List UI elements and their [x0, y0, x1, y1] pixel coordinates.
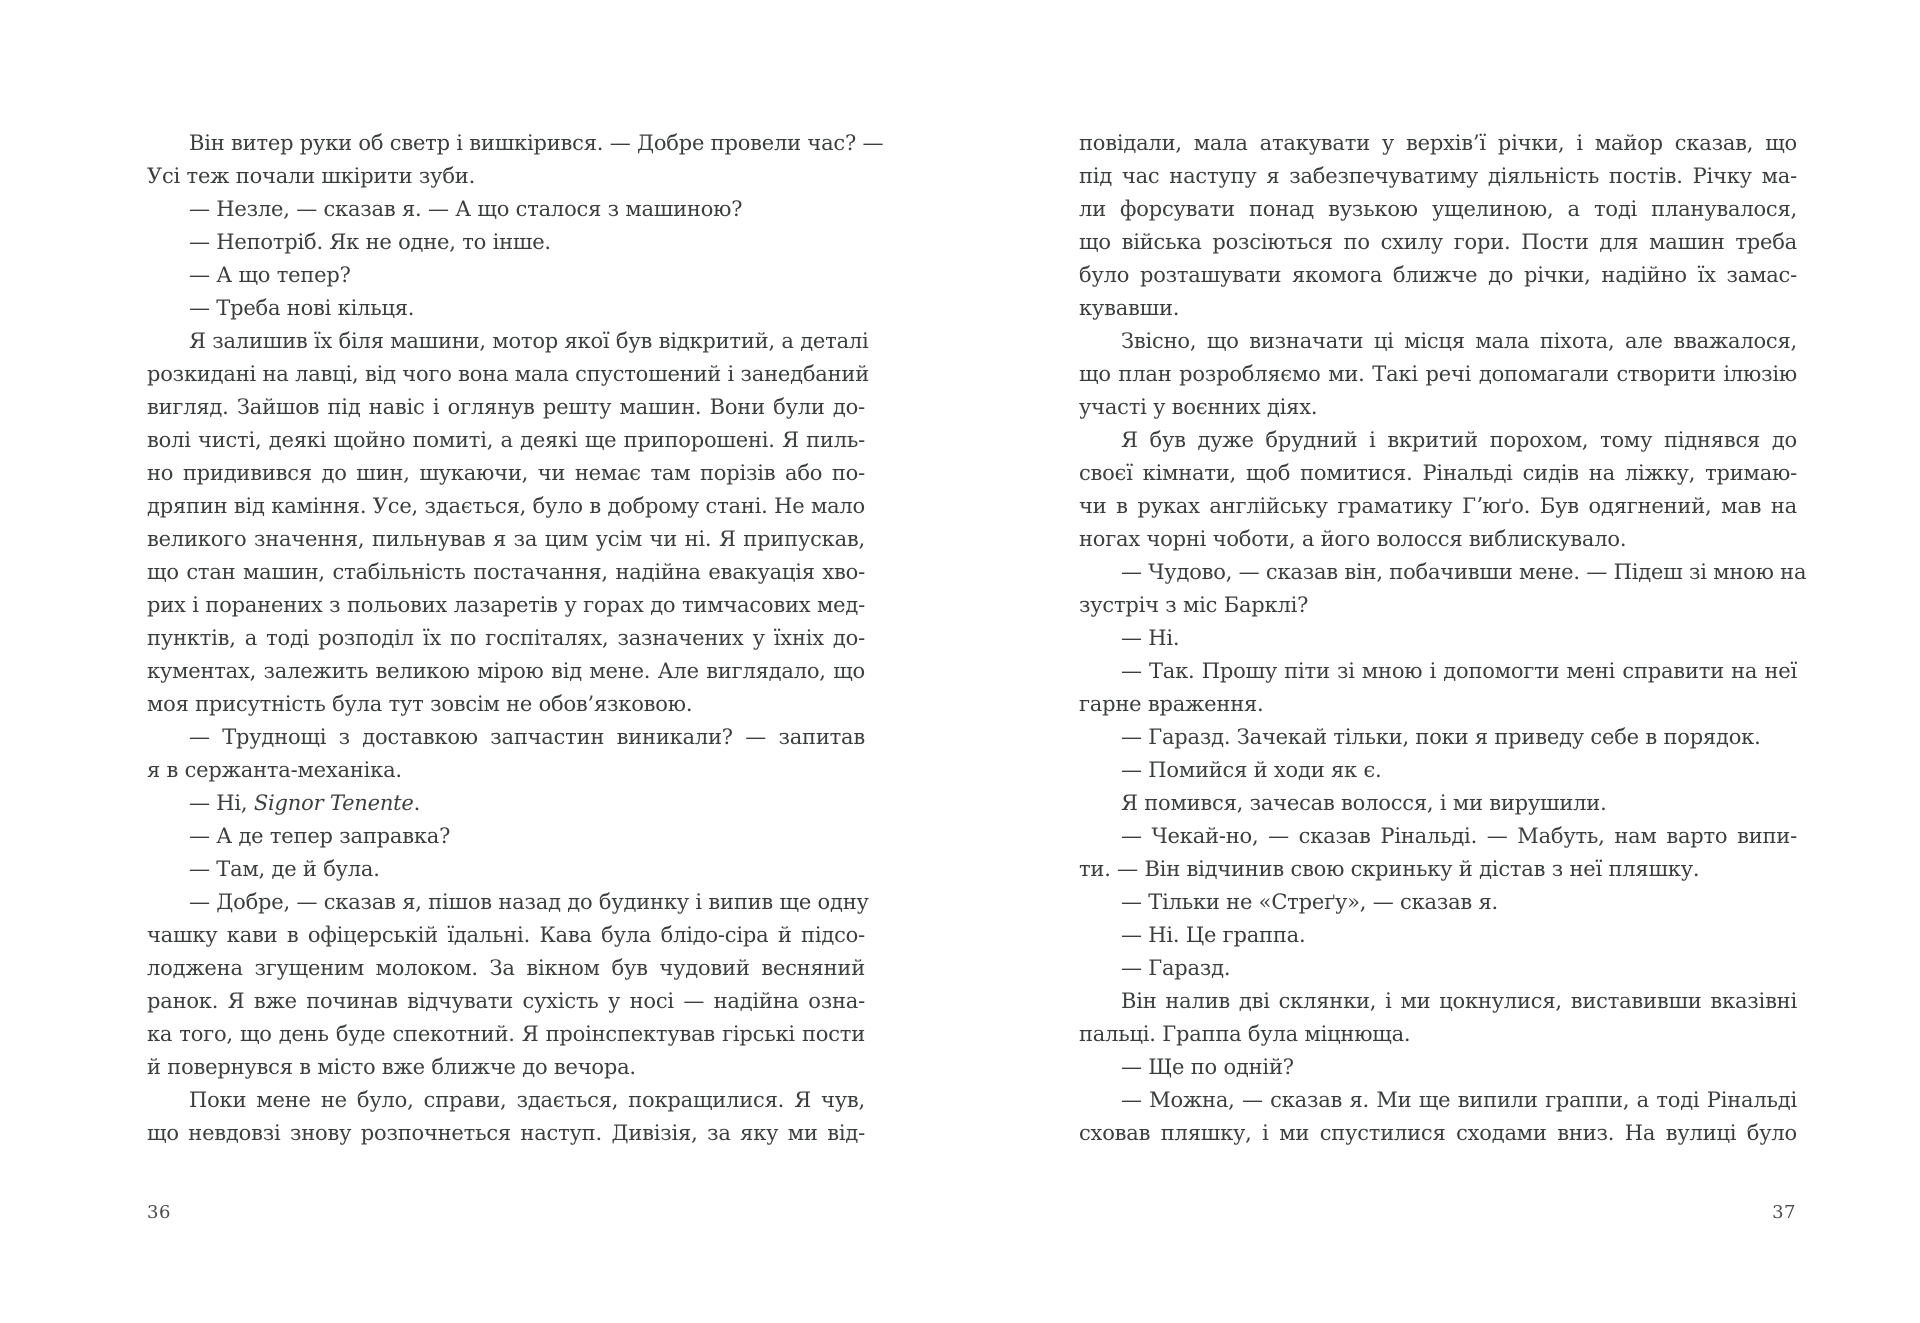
- text-line: що невдовзі знову розпочнеться наступ. Дивізія, за яку ми від-: [147, 1121, 865, 1145]
- text-line: лоджена згущеним молоком. За вікном був чудовий весняний: [147, 956, 865, 980]
- text-line: — Ні. Це граппа.: [1121, 923, 1306, 947]
- text-line: — Гаразд. Зачекай тільки, поки я приведу себе в порядок.: [1121, 725, 1761, 749]
- text-line: — Незле, — сказав я. — А що сталося з машиною?: [189, 197, 743, 221]
- text-line: волі чисті, деякі щойно помиті, а деякі ще припорошені. Я пиль-: [147, 428, 865, 452]
- text-line: ти. — Він відчинив свою скриньку й дістав з неї пляшку.: [1079, 857, 1700, 881]
- dialogue-prefix: — Ні,: [189, 791, 254, 815]
- text-line: Він налив дві склянки, і ми цокнулися, виставивши вказівні: [1121, 989, 1797, 1013]
- text-line: участі у воєнних діях.: [1079, 395, 1318, 419]
- text-line: пунктів, а тоді розподіл їх по госпіталях, зазначених у їхніх до-: [147, 626, 865, 650]
- text-line: й повернувся в місто вже ближче до вечора.: [147, 1055, 636, 1079]
- text-line: повідали, мала атакувати у верхів’ї річки, і майор сказав, що: [1079, 131, 1797, 155]
- text-line: своєї кімнати, щоб помитися. Рінальді сидів на ліжку, тримаю-: [1079, 461, 1797, 485]
- text-line: — Тільки не «Стреґу», — сказав я.: [1121, 890, 1499, 914]
- text-line: чашку кави в офіцерській їдальні. Кава була блідо-сіра й підсо-: [147, 923, 865, 947]
- text-line: дряпин від каміння. Усе, здається, було в доброму стані. Не мало: [147, 494, 865, 518]
- text-line: що стан машин, стабільність постачання, надійна евакуація хво-: [147, 560, 865, 584]
- dialogue-suffix: .: [413, 791, 421, 815]
- text-line: — Треба нові кільця.: [189, 296, 415, 320]
- text-line: Поки мене не було, справи, здається, покращилися. Я чув,: [189, 1088, 865, 1112]
- text-line: сховав пляшку, і ми спустилися сходами вниз. На вулиці було: [1079, 1121, 1797, 1145]
- text-line: — Там, де й була.: [189, 857, 380, 881]
- text-line: — Можна, — сказав я. Ми ще випили граппи, а тоді Рінальді: [1121, 1088, 1797, 1112]
- text-line: ранок. Я вже починав відчувати сухість у носі — надійна озна-: [147, 989, 865, 1013]
- text-line: що війська розсіються по схилу гори. Пости для машин треба: [1079, 230, 1797, 254]
- text-line: я в сержанта-механіка.: [147, 758, 402, 782]
- text-line: Я залишив їх біля машини, мотор якої був відкритий, а деталі: [189, 329, 869, 353]
- text-line: розкидані на лавці, від чого вона мала спустошений і занедбаний: [147, 362, 870, 386]
- text-line: рих і поранених з польових лазаретів у горах до тимчасових мед-: [147, 593, 865, 617]
- text-line: кументах, залежить великою мірою від мене. Але виглядало, що: [147, 659, 865, 683]
- text-line: — Ні.: [1121, 626, 1180, 650]
- text-line: [147, 787, 865, 820]
- text-line: — Непотріб. Як не одне, то інше.: [189, 230, 551, 254]
- text-line: великого значення, пильнував я за цим усім чи ні. Я припускав,: [147, 527, 865, 551]
- text-line: вигляд. Зайшов під навіс і оглянув решту машин. Вони були до-: [147, 395, 865, 419]
- right-page-text: [1079, 127, 1807, 1150]
- text-line: Я був дуже брудний і вкритий порохом, тому піднявся до: [1121, 428, 1797, 452]
- text-line: гарне враження.: [1079, 692, 1264, 716]
- text-line: — Добре, — сказав я, пішов назад до будинку і випив ще одну: [189, 890, 869, 914]
- text-line: — А що тепер?: [189, 263, 351, 287]
- text-line: — Помийся й ходи як є.: [1121, 758, 1382, 782]
- text-line: пальці. Граппа була міцнюща.: [1079, 1022, 1411, 1046]
- text-line: ногах чорні чоботи, а його волосся виблискувало.: [1079, 527, 1627, 551]
- text-line: — Чудово, — сказав він, побачивши мене. — Підеш зі мною на: [1121, 560, 1807, 584]
- text-line: но придивився до шин, шукаючи, чи немає там порізів або по-: [147, 461, 865, 485]
- page-number: 36: [147, 1202, 171, 1223]
- text-line: Усі теж почали шкірити зуби.: [147, 164, 476, 188]
- text-line: Я помився, зачесав волосся, і ми вирушили.: [1121, 791, 1607, 815]
- text-line: моя присутність була тут зовсім не обов’язковою.: [147, 692, 693, 716]
- text-line: — Труднощі з доставкою запчастин виникали? — запитав: [189, 725, 865, 749]
- right-page: [960, 0, 1920, 1323]
- page-number: 37: [1772, 1202, 1796, 1223]
- text-line: — Чекай-но, — сказав Рінальді. — Мабуть, нам варто випи-: [1121, 824, 1797, 848]
- text-line: під час наступу я забезпечуватиму діяльність постів. Річку ма-: [1079, 164, 1797, 188]
- text-line: — А де тепер заправка?: [189, 824, 451, 848]
- text-line: ли форсувати понад вузькою ущелиною, а тоді планувалося,: [1079, 197, 1797, 221]
- left-page-text: [147, 127, 884, 1150]
- text-line: було розташувати якомога ближче до річки, надійно їх замас-: [1079, 263, 1797, 287]
- text-line: Він витер руки об светр і вишкірився. — Добре провели час? —: [189, 131, 884, 155]
- text-line: чи в руках англійську граматику Гʼюґо. Був одягнений, мав на: [1079, 494, 1797, 518]
- text-line: кувавши.: [1079, 296, 1180, 320]
- text-line: що план розробляємо ми. Такі речі допомагали створити ілюзію: [1079, 362, 1797, 386]
- text-line: — Гаразд.: [1121, 956, 1231, 980]
- text-line: ка того, що день буде спекотний. Я проінспектував гірські пости: [147, 1022, 865, 1046]
- text-line: Звісно, що визначати ці місця мала піхота, але вважалося,: [1121, 329, 1797, 353]
- text-line: — Ще по одній?: [1121, 1055, 1294, 1079]
- text-line: — Так. Прошу піти зі мною і допомогти мені справити на неї: [1121, 659, 1797, 683]
- text-line: зустріч з міс Барклі?: [1079, 593, 1309, 617]
- italic-phrase: Signor Tenente: [253, 791, 414, 815]
